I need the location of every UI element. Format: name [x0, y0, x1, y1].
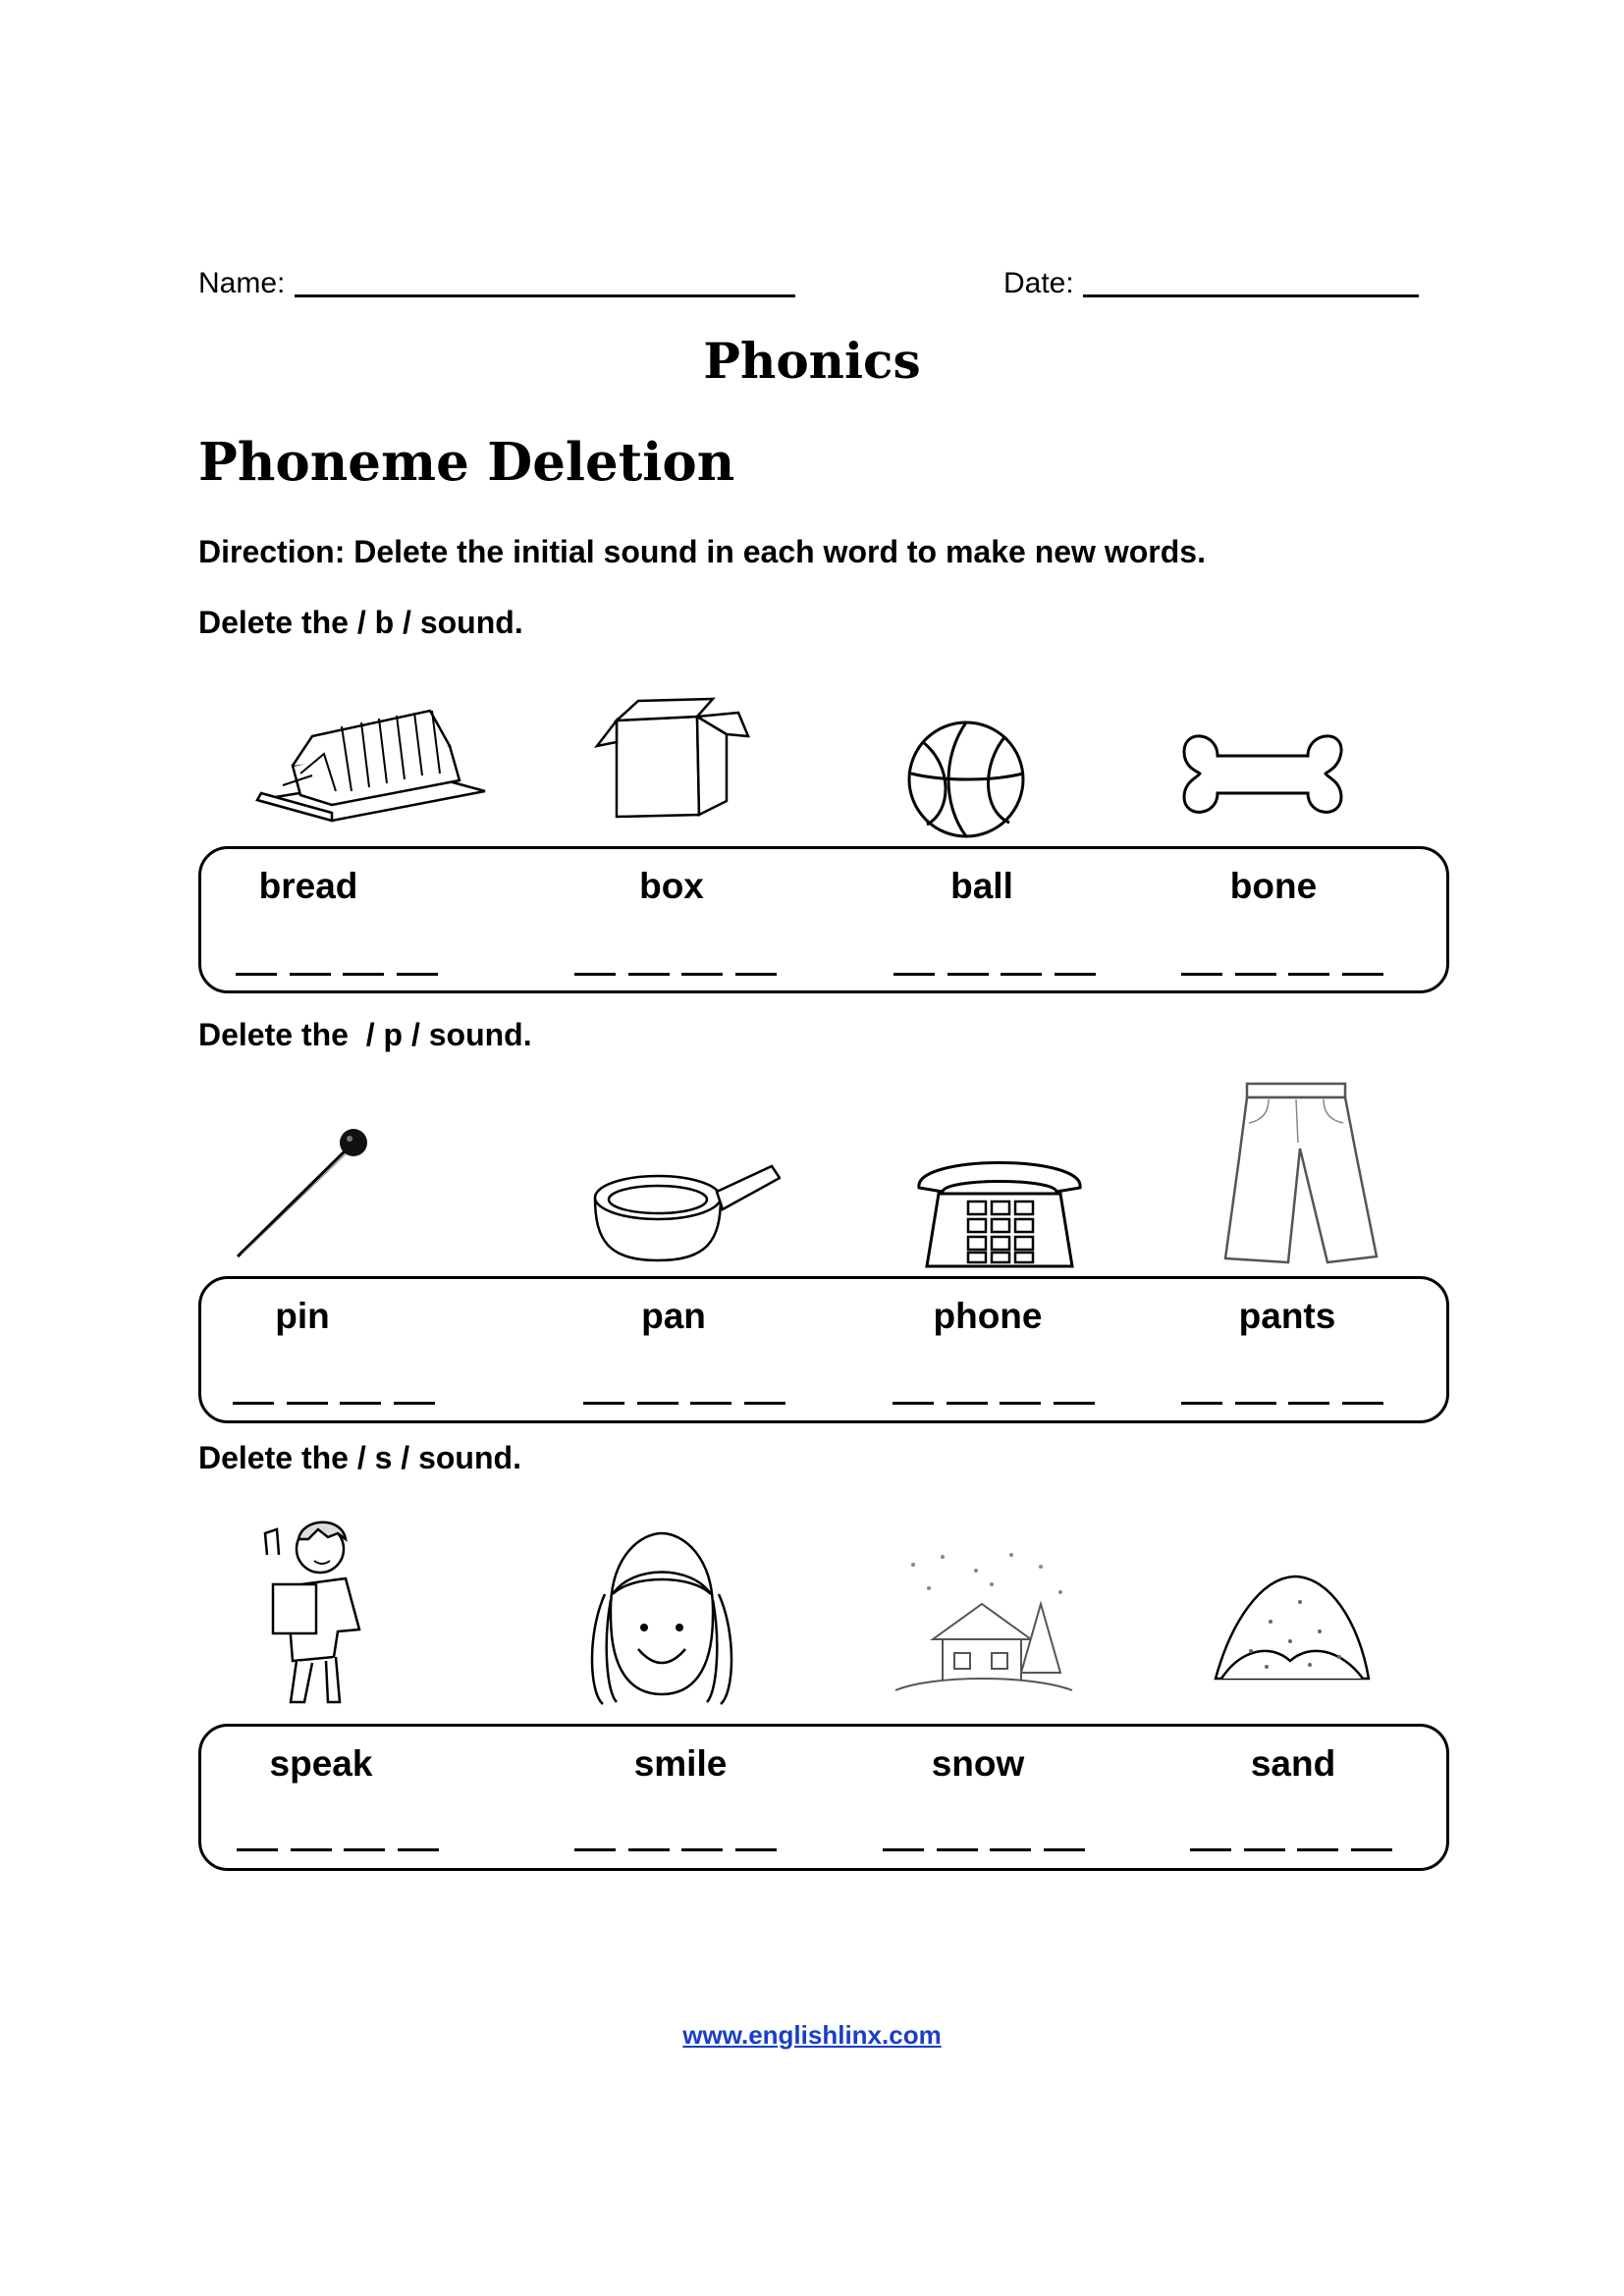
pants-picture: [1219, 1080, 1379, 1268]
word-speak: speak: [269, 1743, 373, 1784]
bone-picture: [1178, 724, 1347, 823]
section-label-p: Delete the / p / sound.: [198, 1017, 532, 1052]
answer-blanks[interactable]: [574, 1848, 777, 1852]
worksheet-subtitle: Phoneme Deletion: [198, 432, 735, 493]
word-ball: ball: [950, 866, 1013, 906]
date-field[interactable]: [1083, 294, 1419, 297]
answer-blanks[interactable]: [893, 973, 1096, 977]
answer-blanks[interactable]: [574, 973, 777, 977]
date-label: Date:: [1003, 267, 1074, 299]
speaking-boy-picture: [244, 1510, 373, 1706]
answer-blanks[interactable]: [233, 1402, 435, 1406]
bread-loaf-picture: [253, 697, 489, 825]
section-label-b: Delete the / b / sound.: [198, 605, 523, 640]
word-pin: pin: [275, 1296, 330, 1336]
word-bone: bone: [1229, 866, 1318, 906]
name-field[interactable]: [295, 294, 795, 297]
pin-picture: [232, 1125, 379, 1262]
section-label-s: Delete the / s / sound.: [198, 1440, 521, 1475]
word-sand: sand: [1250, 1743, 1336, 1784]
phone-picture: [909, 1145, 1090, 1270]
answer-blanks[interactable]: [237, 1848, 439, 1852]
answer-blanks[interactable]: [1190, 1848, 1392, 1852]
answer-blanks[interactable]: [236, 973, 438, 977]
ball-picture: [903, 717, 1031, 844]
pan-picture: [589, 1158, 781, 1266]
answer-blanks[interactable]: [1181, 973, 1383, 977]
snowy-house-picture: [893, 1545, 1074, 1702]
answer-blanks[interactable]: [883, 1848, 1085, 1852]
word-pan: pan: [641, 1296, 706, 1336]
word-smile: smile: [633, 1743, 728, 1784]
word-snow: snow: [931, 1743, 1025, 1784]
answer-blanks[interactable]: [1181, 1402, 1383, 1406]
answer-blanks[interactable]: [893, 1402, 1095, 1406]
word-phone: phone: [933, 1296, 1043, 1336]
box-picture: [589, 695, 751, 823]
word-box: box: [639, 866, 704, 906]
name-label: Name:: [198, 267, 286, 299]
direction-text: Direction: Delete the initial sound in each word to make new words.: [198, 534, 1206, 569]
smiling-girl-picture: [583, 1525, 740, 1708]
footer-link[interactable]: www.englishlinx.com: [682, 2020, 942, 2050]
sand-pile-picture: [1212, 1563, 1373, 1694]
word-pants: pants: [1238, 1296, 1336, 1336]
word-bread: bread: [258, 866, 358, 906]
answer-blanks[interactable]: [583, 1402, 785, 1406]
page-title: Phonics: [703, 332, 921, 390]
